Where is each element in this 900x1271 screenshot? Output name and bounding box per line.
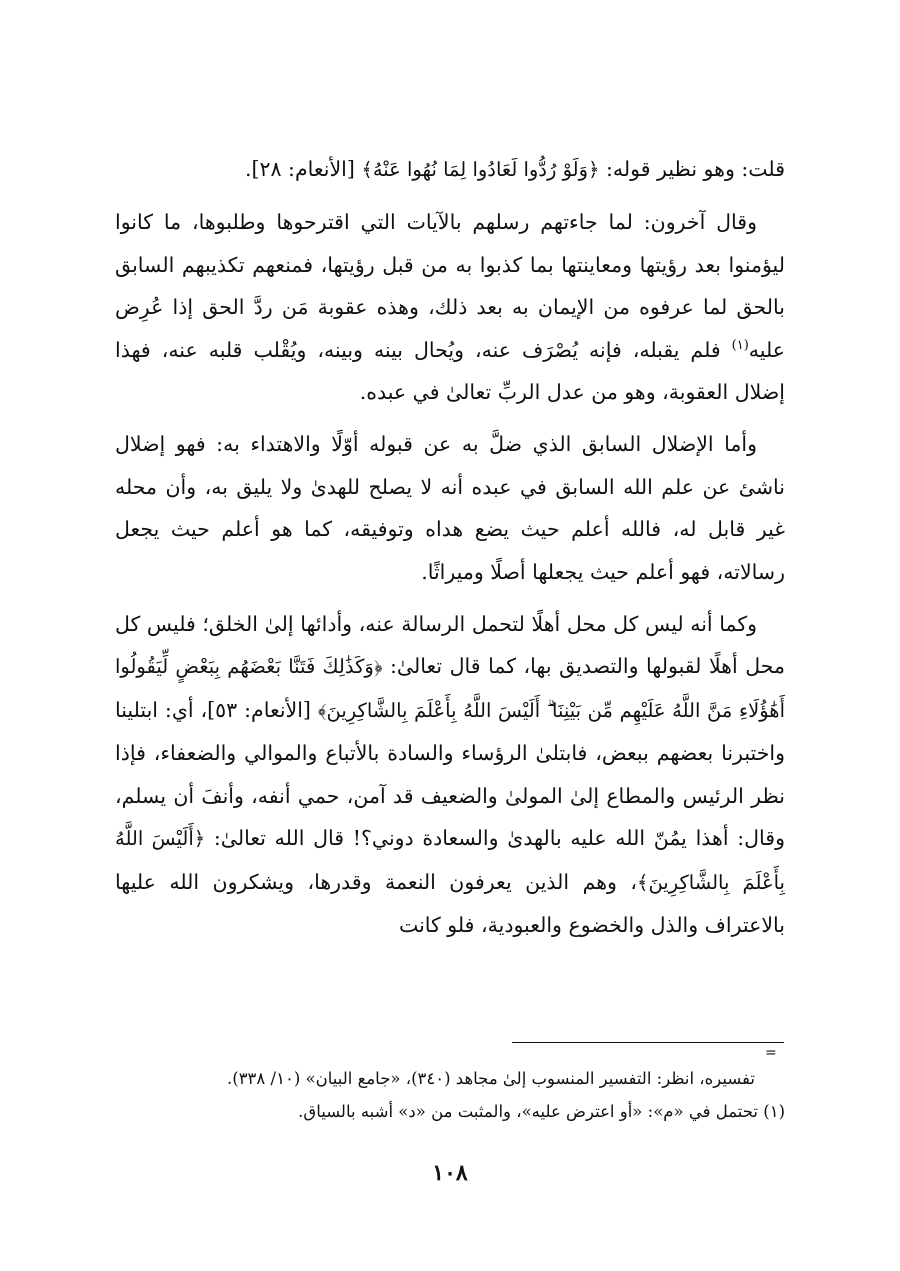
- paragraph-4-part-2: ، أي: ابتلينا واختبرنا بعضهم ببعض، فابتلىٰ الرؤساء والسادة بالأتباع والموالي والضعفاء، فإذا نظر الرئيس والمطاع إلىٰ المولىٰ والضعيف قد آمن، حمي أنفه، وأنفَ أن يسلم، وقال: أهذا يمُنّ الله عليه بالهدىٰ والسعادة دوني؟! قال الله تعالىٰ:: [115, 697, 785, 851]
- paragraph-2-part-1: وقال آخرون: لما جاءتهم رسلهم بالآيات التي اقترحوها وطلبوها، ما كانوا ليؤمنوا بعد رؤيتها ومعاينتها بما كذبوا به من قبل رؤيتها، فمنعهم تكذيبهم السابق بالحق لما عرفوه من الإيمان به بعد ذلك، وهذه عقوبة مَن ردَّ الحق إذا عُرِض عليه: [115, 210, 785, 362]
- continuation-mark: =: [765, 1045, 777, 1061]
- footnote-marker-1: (١): [731, 337, 749, 353]
- paragraph-3: [115, 423, 785, 593]
- verse-reference-1: [الأنعام: ٢٨].: [244, 157, 362, 181]
- paragraph-3-text: وأما الإضلال السابق الذي ضلَّ به عن قبوله أوّلًا والاهتداء به: فهو إضلال ناشئ عن علم الله السابق في عبده أنه لا يصلح للهدىٰ ولا يليق به، وأن محله غير قابل له، فالله أعلم حيث يضع هداه وتوفيقه، كما هو أعلم حيث يجعل رسالاته، فهو أعلم حيث يجعلها أصلًا وميراثًا.: [115, 432, 785, 584]
- footnote-continuation: تفسيره، انظر: التفسير المنسوب إلىٰ مجاهد (٣٤٠)، «جامع البيان» (١٠/ ٣٣٨).: [227, 1069, 755, 1088]
- paragraph-4-part-1: وكما أنه ليس كل محل أهلًا لتحمل الرسالة عنه، وأدائها إلىٰ الخلق؛ فليس كل محل أهلًا لقبولها والتصديق بها، كما قال تعالىٰ:: [115, 612, 785, 679]
- paragraph-2-part-2: فلم يقبله، فإنه يُصْرَف عنه، ويُحال بينه وبينه، ويُقْلب قلبه عنه، فهذا إضلال العقوبة، وهو من عدل الربِّ تعالىٰ في عبده.: [115, 337, 785, 405]
- quran-verse-3: ﴿أَلَيْسَ اللَّهُ بِأَعْلَمَ بِالشَّاكِرِينَ﴾: [115, 827, 785, 894]
- verse-reference-2: [الأنعام: ٥٣]: [207, 697, 318, 722]
- page-number: ١٠٨: [432, 1160, 468, 1186]
- footnote-separator: [512, 1042, 784, 1043]
- footnote-1: (١) تحتمل في «م»: «أو اعترض عليه»، والمثبت من «د» أشبه بالسياق.: [298, 1102, 785, 1121]
- main-text: [115, 148, 785, 956]
- paragraph-2: [115, 201, 785, 413]
- footnotes: [115, 1062, 785, 1128]
- paragraph-1-intro: قلت: وهو نظير قوله:: [599, 157, 785, 181]
- paragraph-1: [115, 148, 785, 191]
- quran-verse-2: ﴿وَكَذَٰلِكَ فَتَنَّا بَعْضَهُم بِبَعْضٍ لِّيَقُولُوا أَهَٰؤُلَاءِ مَنَّ اللَّهُ عَلَيْهِم مِّن بَيْنِنَا ۗ أَلَيْسَ اللَّهُ بِأَعْلَمَ بِالشَّاكِرِينَ﴾: [115, 655, 786, 722]
- paragraph-4: [115, 603, 785, 946]
- quran-verse-1: ﴿وَلَوْ رُدُّوا لَعَادُوا لِمَا نُهُوا عَنْهُ﴾: [361, 158, 600, 181]
- paragraph-4-part-3: ، وهم الذين يعرفون النعمة وقدرها، ويشكرون الله عليها بالاعتراف والذل والخضوع والعبودية، فلو كانت: [115, 869, 785, 937]
